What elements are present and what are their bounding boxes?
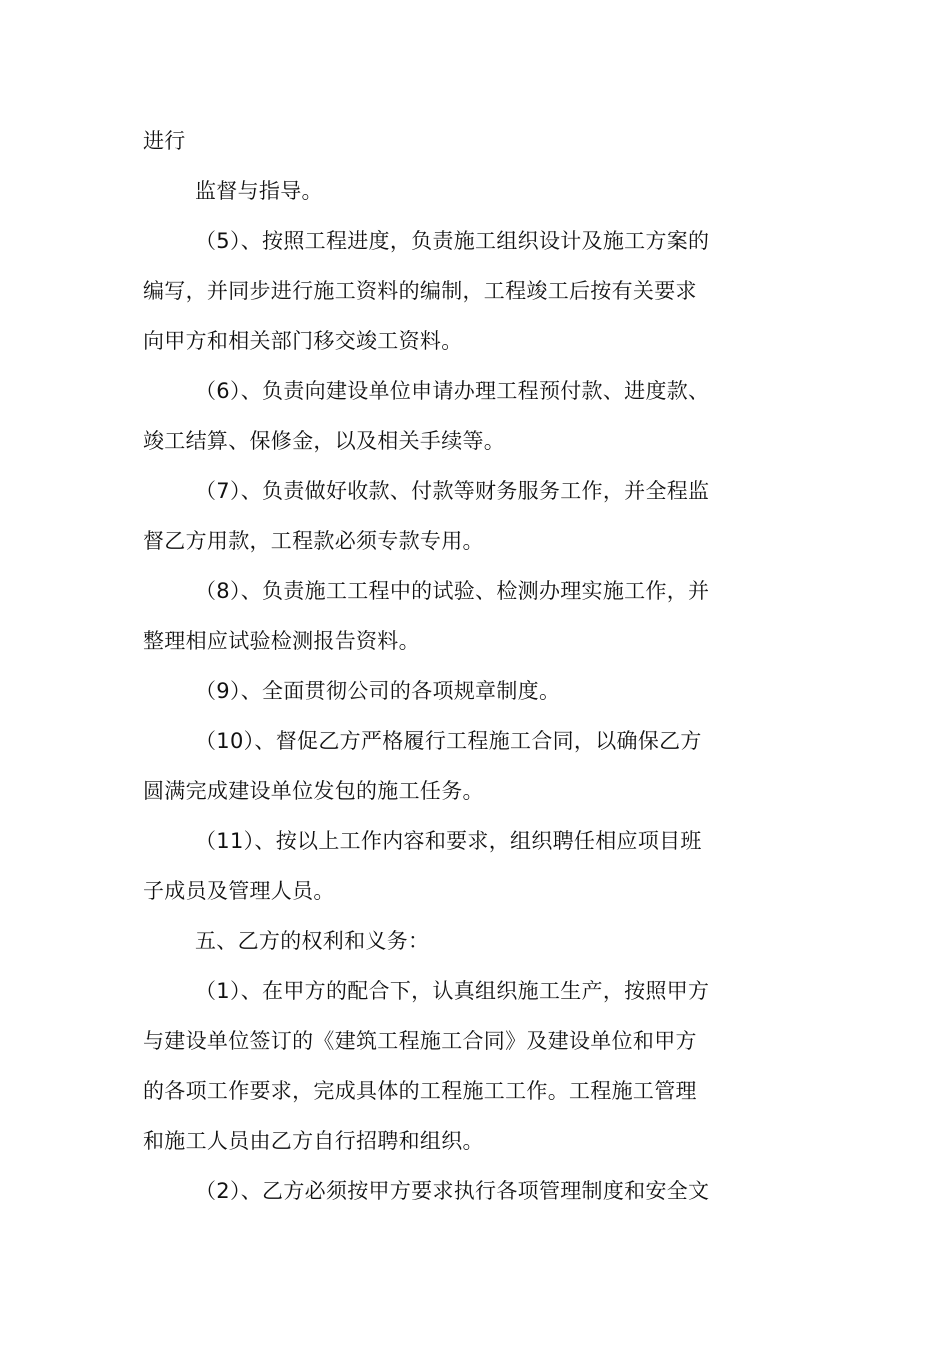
text-line: 进行 — [143, 129, 186, 153]
text-line: （6）、负责向建设单位申请办理工程预付款、进度款、 — [195, 379, 710, 403]
text-line: 和施工人员由乙方自行招聘和组织。 — [143, 1129, 484, 1153]
text-line: （1）、在甲方的配合下，认真组织施工生产，按照甲方 — [195, 979, 710, 1003]
text-line: 子成员及管理人员。 — [143, 879, 335, 903]
text-line: （8）、负责施工工程中的试验、检测办理实施工作，并 — [195, 579, 710, 603]
text-line: （2）、乙方必须按甲方要求执行各项管理制度和安全文 — [195, 1179, 710, 1203]
text-line: 督乙方用款，工程款必须专款专用。 — [143, 529, 484, 553]
text-line: 监督与指导。 — [195, 179, 323, 203]
text-line: 竣工结算、保修金，以及相关手续等。 — [143, 429, 506, 453]
section-heading: 五、乙方的权利和义务： — [195, 929, 430, 953]
text-line: （10）、督促乙方严格履行工程施工合同，以确保乙方 — [195, 729, 702, 753]
text-line: 与建设单位签订的《建筑工程施工合同》及建设单位和甲方 — [143, 1029, 697, 1053]
text-line: （7）、负责做好收款、付款等财务服务工作，并全程监 — [195, 479, 710, 503]
text-line: 编写，并同步进行施工资料的编制，工程竣工后按有关要求 — [143, 279, 697, 303]
text-line: 圆满完成建设单位发包的施工任务。 — [143, 779, 484, 803]
text-line: 的各项工作要求，完成具体的工程施工工作。工程施工管理 — [143, 1079, 697, 1103]
text-line: （5）、按照工程进度，负责施工组织设计及施工方案的 — [195, 229, 710, 253]
text-line: 向甲方和相关部门移交竣工资料。 — [143, 329, 463, 353]
text-line: （11）、按以上工作内容和要求，组织聘任相应项目班 — [195, 829, 702, 853]
text-line: （9）、全面贯彻公司的各项规章制度。 — [195, 679, 561, 703]
text-line: 整理相应试验检测报告资料。 — [143, 629, 420, 653]
